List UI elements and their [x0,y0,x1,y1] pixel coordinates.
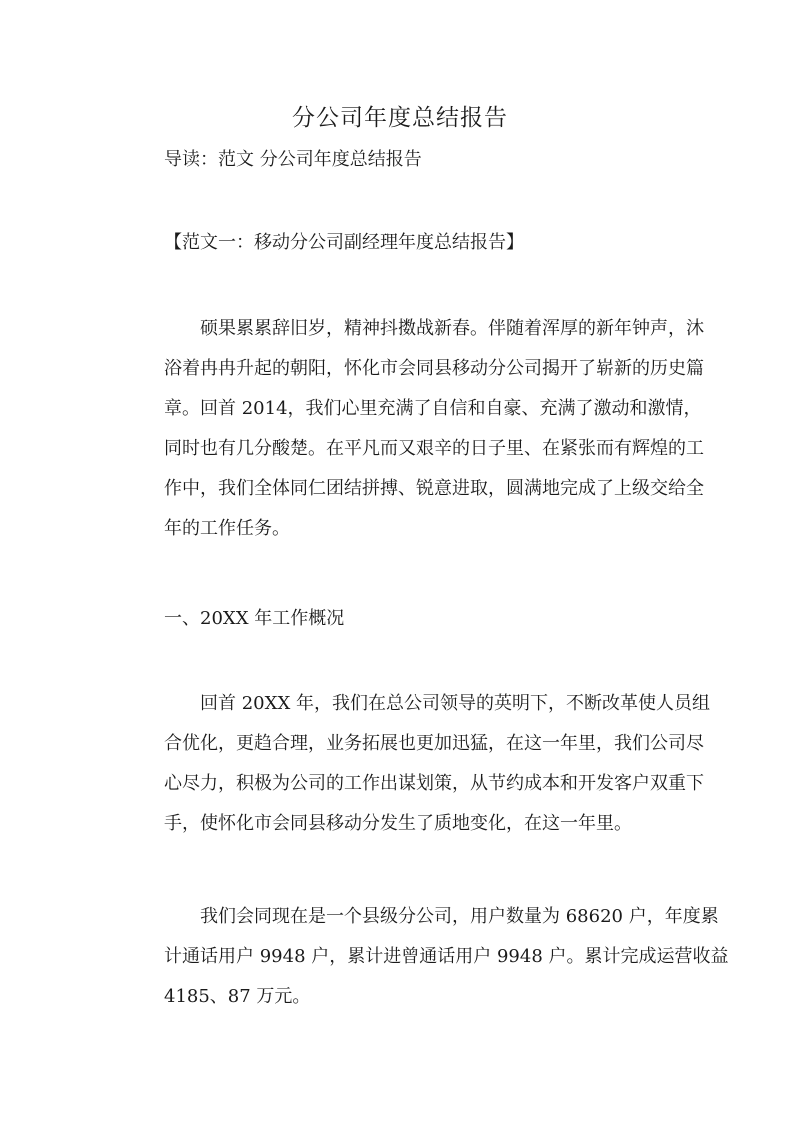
paragraph-line: 浴着冉冉升起的朝阳，怀化市会同县移动分公司揭开了崭新的历史篇 [164,358,704,379]
sample-heading: 【范文一：移动分公司副经理年度总结报告】 [164,232,524,253]
paragraph-line: 合优化，更趋合理，业务拓展也更加迅猛，在这一年里，我们公司尽 [164,733,704,754]
stats-paragraph [164,897,729,1017]
paragraph-line: 作中，我们全体同仁团结拼搏、锐意进取，圆满地完成了上级交给全 [164,478,704,499]
paragraph-line: 4185、87 万元。 [164,986,311,1007]
paragraph-line: 手，使怀化市会同县移动分发生了质地变化，在这一年里。 [164,813,632,834]
paragraph-line: 年的工作任务。 [164,518,290,539]
section-heading: 一、20XX 年工作概况 [164,608,345,629]
paragraph-line: 心尽力，积极为公司的工作出谋划策，从节约成本和开发客户双重下 [164,773,704,794]
paragraph-line: 同时也有几分酸楚。在平凡而又艰辛的日子里、在紧张而有辉煌的工 [164,438,704,459]
paragraph-line: 计通话用户 9948 户，累计进曾通话用户 9948 户。累计完成运营收益 [164,946,729,967]
paragraph-line: 章。回首 2014，我们心里充满了自信和自豪、充满了激动和激情， [164,398,702,419]
paragraph-line: 回首 20XX 年，我们在总公司领导的英明下，不断改革使人员组 [200,693,710,714]
document-title: 分公司年度总结报告 [292,105,508,131]
intro-paragraph [164,309,704,549]
paragraph-line: 我们会同现在是一个县级分公司，用户数量为 68620 户，年度累 [200,906,719,927]
paragraph-line: 硕果累累辞旧岁，精神抖擞战新春。伴随着浑厚的新年钟声，沐 [200,318,704,339]
section1-paragraph [164,684,710,844]
lead-line: 导读：范文 分公司年度总结报告 [164,149,422,170]
